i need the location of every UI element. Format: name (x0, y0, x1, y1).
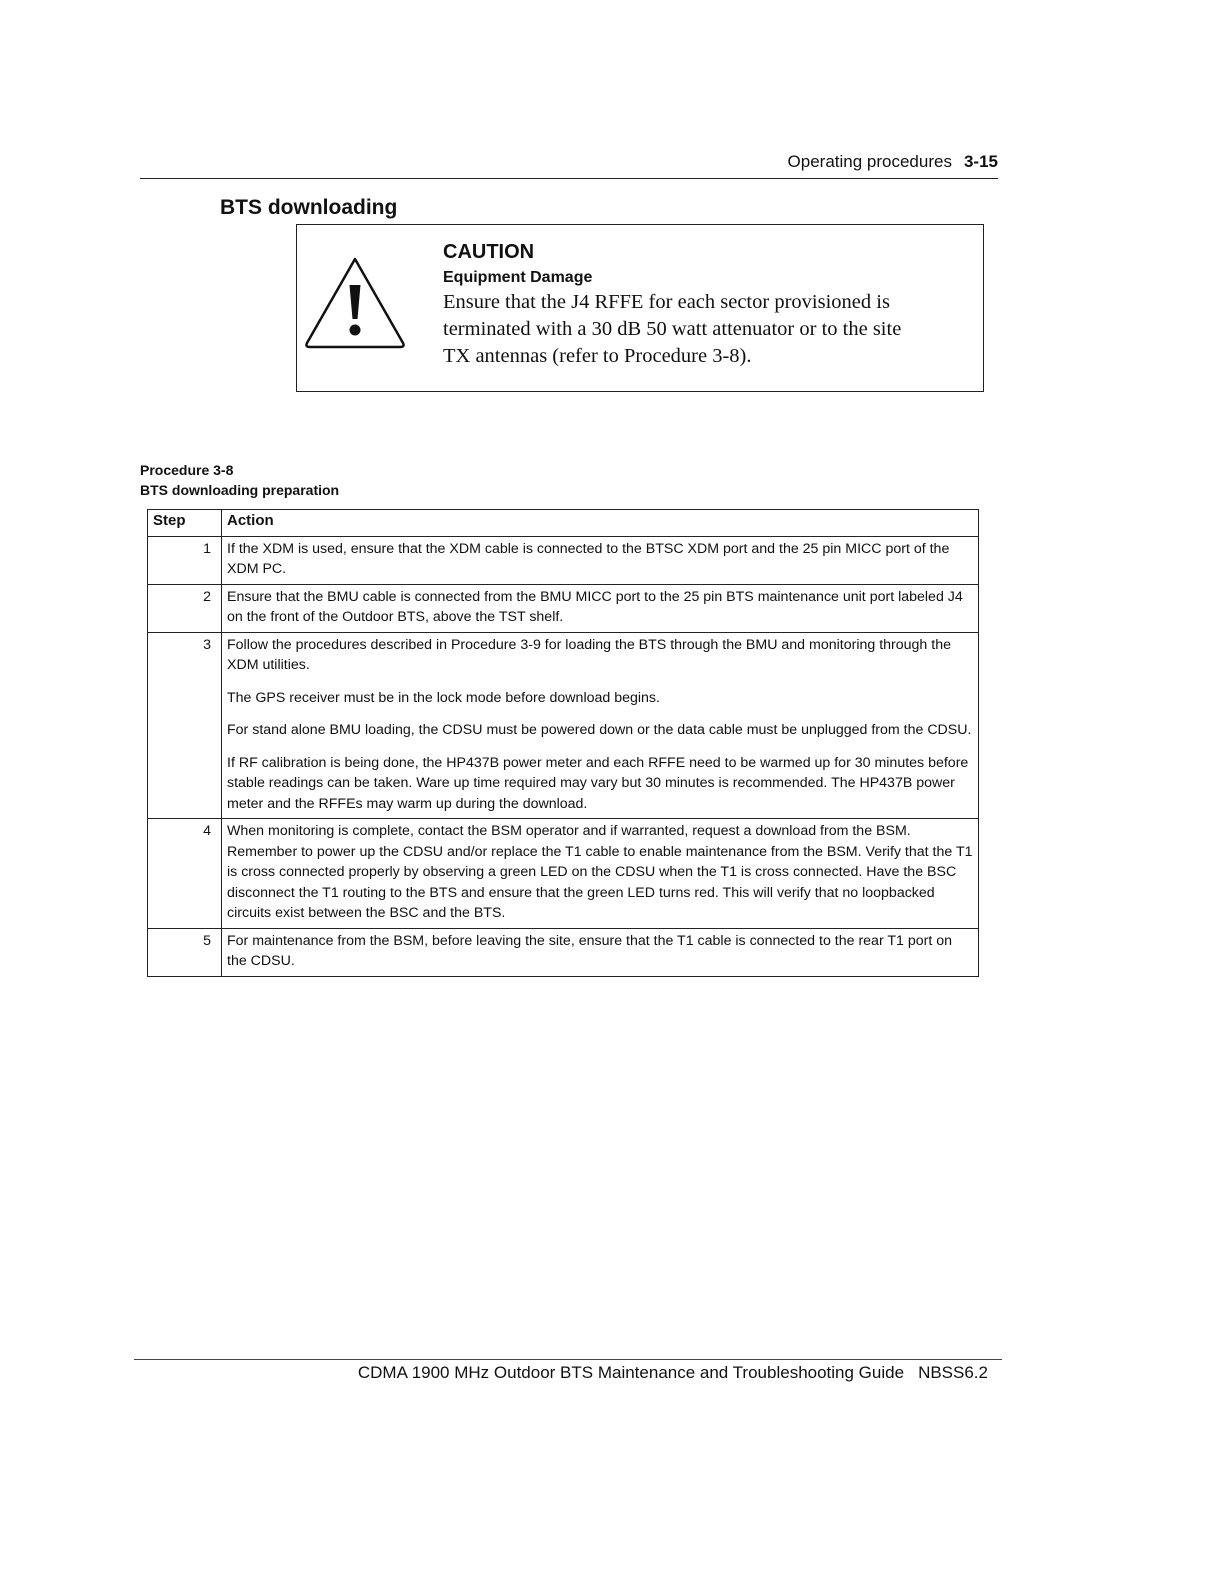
action-paragraph: If the XDM is used, ensure that the XDM cable is connected to the BTSC XDM port and the 25 pin MICC port of the XDM PC. (227, 540, 950, 577)
action-paragraph: Follow the procedures described in Procedure 3-9 for loading the BTS through the BMU and monitoring through the XDM utilities. (227, 636, 951, 673)
caution-box (296, 224, 984, 392)
step-action (222, 536, 979, 584)
table-row (148, 819, 979, 929)
step-column-header: Step (148, 510, 222, 537)
caution-title: CAUTION (443, 241, 535, 263)
table-header-row (148, 510, 979, 537)
running-header (788, 152, 998, 172)
action-paragraph: For maintenance from the BSM, before leaving the site, ensure that the T1 cable is connected to the rear T1 port on the CDSU. (227, 932, 953, 969)
procedure-title: BTS downloading preparation (140, 482, 340, 498)
step-number: 1 (148, 536, 222, 584)
page-number: 3-15 (963, 152, 998, 171)
action-paragraph: The GPS receiver must be in the lock mode before download begins. (227, 689, 660, 706)
table-row (148, 536, 979, 584)
table-row (148, 584, 979, 632)
caution-line: TX antennas (refer to Procedure 3-8). (443, 345, 752, 367)
footer-doc-id: NBSS6.2 (918, 1363, 988, 1382)
caution-line: terminated with a 30 dB 50 watt attenuator or to the site (443, 318, 902, 340)
step-number: 2 (148, 584, 222, 632)
caution-body (443, 289, 973, 370)
step-action (222, 584, 979, 632)
step-action (222, 632, 979, 819)
footer-title: CDMA 1900 MHz Outdoor BTS Maintenance and Troubleshooting Guide (357, 1363, 905, 1382)
action-column-header: Action (222, 510, 979, 537)
table-row (148, 632, 979, 819)
procedure-label (140, 460, 339, 500)
action-paragraph: When monitoring is complete, contact the BSM operator and if warranted, request a download from the BSM. Remember to power up the CDSU and/or replace the T1 cable to enable maintenance from the BSM. Verify that the T1 is cross connected properly by observing a green LED on the CDSU when the T1 is cross connected. Have the BSC disconnect the T1 routing to the BTS and ensure that the green LED turns red. This will verify that no loopbacked circuits exist between the BSC and the BTS. (227, 823, 973, 921)
section-title: BTS downloading (220, 196, 398, 219)
action-paragraph: Ensure that the BMU cable is connected from the BMU MICC port to the 25 pin BTS maintenance unit port labeled J4 on the front of the Outdoor BTS, above the TST shelf. (227, 588, 963, 625)
caution-subtitle: Equipment Damage (443, 269, 593, 286)
action-paragraph: If RF calibration is being done, the HP437B power meter and each RFFE need to be warmed up for 30 minutes before stable readings can be taken. Ware up time required may vary but 30 minutes is recommended. The HP437B power meter and the RFFEs may warm up during the download. (227, 754, 969, 812)
step-number: 5 (148, 928, 222, 976)
running-footer (358, 1363, 988, 1383)
caution-line: Ensure that the J4 RFFE for each sector provisioned is (443, 291, 890, 313)
procedure-table (147, 509, 979, 977)
step-action (222, 928, 979, 976)
step-action (222, 819, 979, 929)
warning-triangle-icon (302, 255, 408, 351)
step-number: 3 (148, 632, 222, 819)
step-number: 4 (148, 819, 222, 929)
header-section: Operating procedures (787, 152, 952, 171)
footer-rule (134, 1359, 1002, 1360)
procedure-number: Procedure 3-8 (140, 462, 234, 478)
action-paragraph: For stand alone BMU loading, the CDSU must be powered down or the data cable must be unplugged from the CDSU. (227, 722, 972, 738)
header-rule (140, 178, 998, 179)
table-row (148, 928, 979, 976)
